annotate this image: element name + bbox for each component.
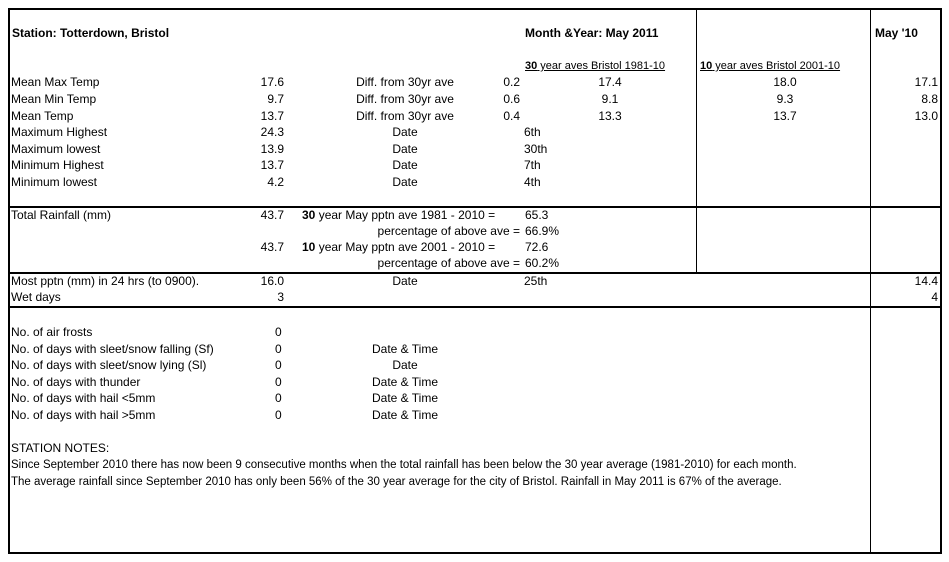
pptn-value: 16.0 [260,274,284,288]
wet-days-prev: 4 [931,290,938,304]
aves-10-text: year aves Bristol 2001-10 [712,60,841,72]
frame-left [8,8,10,554]
extreme-date-label: Date [392,175,418,189]
diff-value: 0.2 [503,75,520,89]
prev-year-title: May '10 [875,26,918,40]
ave10-value: 9.3 [776,92,794,106]
rainfall-ave30-text: year May pptn ave 1981 - 2010 = [315,208,496,222]
extreme-date-label: Date [392,142,418,156]
temp-label: Mean Min Temp [11,92,97,106]
prev-value: 17.1 [914,75,938,89]
temp-label: Mean Temp [11,109,74,123]
diff-label: Diff. from 30yr ave [356,92,454,106]
rainfall-pct30: 66.9% [525,224,560,238]
ave30-value: 17.4 [598,75,622,89]
count-value: 0 [275,342,282,356]
rainfall-value-1: 43.7 [260,208,284,222]
extreme-value: 13.7 [260,158,284,172]
rainfall-label: Total Rainfall (mm) [11,208,112,222]
station-title: Station: Totterdown, Bristol [12,26,170,40]
notes-line-2: The average rainfall since September 2010 has only been 56% of the 30 year average for the city of Bristol. Rainfall in May 2011 is 67% of the average. [11,476,782,488]
extreme-date: 7th [524,158,541,172]
extreme-label: Maximum Highest [11,125,108,139]
extreme-value: 24.3 [260,125,284,139]
ave10-value: 18.0 [773,75,797,89]
count-value: 0 [275,325,282,339]
pptn-date-label: Date [392,274,418,288]
rainfall-ave10-text: year May pptn ave 2001 - 2010 = [315,240,496,254]
extreme-date: 30th [524,142,548,156]
rainfall-pct-label-2: percentage of above ave = [377,256,520,270]
count-extra: Date & Time [371,408,439,422]
extreme-label: Minimum Highest [11,158,104,172]
count-label: No. of days with hail >5mm [11,408,156,422]
rainfall-ave10-prefix: 10 [302,240,316,254]
count-extra: Date & Time [371,342,439,356]
temp-label: Mean Max Temp [11,75,100,89]
ave10-value: 13.7 [773,109,797,123]
count-value: 0 [275,358,282,372]
rainfall-ave30-prefix: 30 [302,208,316,222]
extreme-date: 6th [524,125,541,139]
extreme-value: 4.2 [267,175,284,189]
temp-value: 13.7 [260,109,284,123]
rainfall-ave10-value: 72.6 [525,240,549,254]
aves-10-header [700,59,840,73]
extreme-label: Minimum lowest [11,175,98,189]
diff-value: 0.6 [503,92,520,106]
divider-h-pptn [8,306,942,308]
diff-value: 0.4 [503,109,520,123]
aves-30-prefix: 30 [525,60,538,72]
count-value: 0 [275,391,282,405]
wet-days-label: Wet days [11,290,61,304]
frame-top [8,8,942,10]
rainfall-pct10: 60.2% [525,256,560,270]
rainfall-ave10-line [302,240,495,254]
temp-value: 17.6 [260,75,284,89]
count-extra: Date [392,358,418,372]
count-label: No. of days with sleet/snow falling (Sf) [11,342,214,356]
month-year-title: Month &Year: May 2011 [525,26,659,40]
count-extra: Date & Time [371,391,439,405]
wet-days-value: 3 [277,290,284,304]
count-label: No. of days with sleet/snow lying (Sl) [11,358,207,372]
pptn-date: 25th [524,274,548,288]
notes-line-1: Since September 2010 there has now been 9 consecutive months when the total rainfall has been below the 30 year average (1981-2010) for each month. [11,459,797,471]
rainfall-value-2: 43.7 [260,240,284,254]
count-value: 0 [275,408,282,422]
extreme-label: Maximum lowest [11,142,101,156]
count-extra: Date & Time [371,375,439,389]
diff-label: Diff. from 30yr ave [356,109,454,123]
ave30-value: 13.3 [598,109,622,123]
prev-value: 8.8 [921,92,938,106]
count-label: No. of air frosts [11,325,93,339]
diff-label: Diff. from 30yr ave [356,75,454,89]
divider-v-prev [870,10,871,552]
count-value: 0 [275,375,282,389]
extreme-date: 4th [524,175,541,189]
rainfall-pct-label: percentage of above ave = [377,224,520,238]
aves-30-header [525,59,665,73]
frame-right [940,8,942,554]
count-label: No. of days with thunder [11,375,141,389]
rainfall-ave30-line [302,208,495,222]
extreme-value: 13.9 [260,142,284,156]
notes-title: STATION NOTES: [11,441,110,455]
extreme-date-label: Date [392,125,418,139]
prev-value: 13.0 [914,109,938,123]
ave30-value: 9.1 [601,92,619,106]
pptn-prev: 14.4 [914,274,938,288]
count-label: No. of days with hail <5mm [11,391,156,405]
frame-bottom [8,552,942,554]
rainfall-ave30-value: 65.3 [525,208,549,222]
temp-value: 9.7 [267,92,284,106]
aves-10-prefix: 10 [700,60,713,72]
extreme-date-label: Date [392,158,418,172]
pptn-label: Most pptn (mm) in 24 hrs (to 0900). [11,274,200,288]
divider-v-10yr [696,10,697,273]
aves-30-text: year aves Bristol 1981-10 [537,60,666,72]
